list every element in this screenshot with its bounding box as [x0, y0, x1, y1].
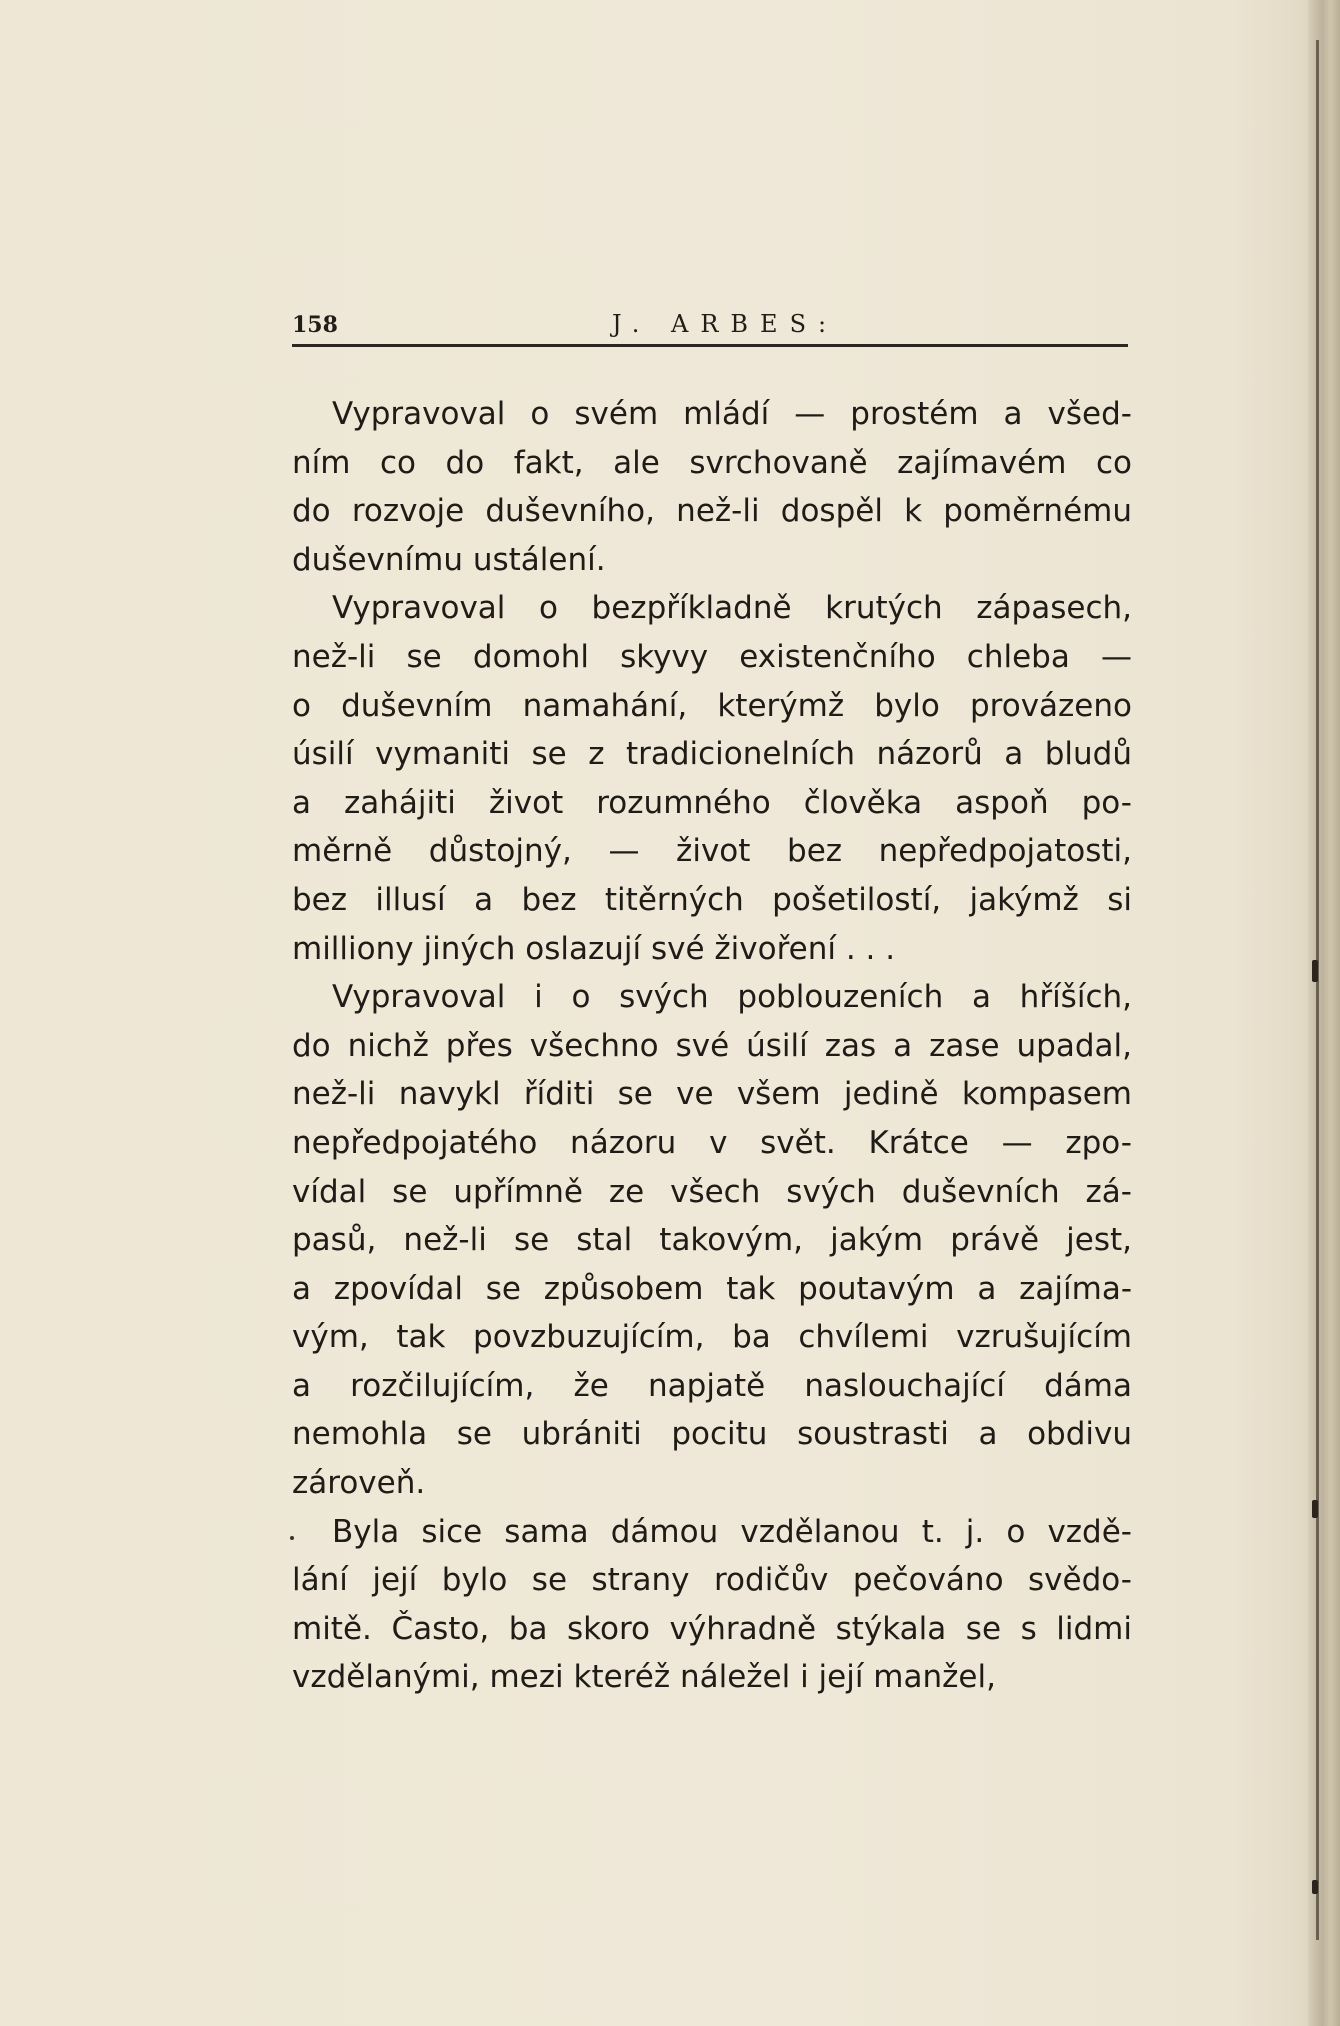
text-line: pasů, než-li se stal takovým, jakým právě jest,	[292, 1222, 1132, 1259]
paragraph	[292, 1508, 1132, 1702]
header-title: J. ARBES:	[612, 310, 839, 338]
text-line: Vypravoval i o svých poblouzeních a hříších,	[332, 979, 1132, 1016]
text-line: ním co do fakt, ale svrchovaně zajímavém co	[292, 444, 1132, 481]
text-line: nemohla se ubrániti pocitu soustrasti a obdivu	[292, 1416, 1132, 1453]
running-head	[292, 300, 1128, 347]
text-line: do nichž přes všechno své úsilí zas a zase upadal,	[292, 1027, 1132, 1064]
paragraph	[292, 390, 1132, 584]
text-line: o duševním namahání, kterýmž bylo provázeno	[292, 687, 1132, 724]
paragraph	[292, 973, 1132, 1508]
page-number: 158	[292, 312, 338, 338]
text-line: než-li se domohl skyvy existenčního chleba —	[292, 638, 1132, 675]
text-line: Vypravoval o bezpříkladně krutých zápasech,	[332, 590, 1132, 627]
text-line: vídal se upřímně ze všech svých duševních zá-	[292, 1173, 1132, 1210]
spine-mark	[1312, 1880, 1318, 1894]
spine-mark	[1312, 1500, 1318, 1518]
text-line: úsilí vymaniti se z tradicionelních názorů a bludů	[292, 736, 1132, 773]
text-line: milliony jiných oslazují své živoření . . .	[292, 930, 896, 967]
text-line: zároveň.	[292, 1465, 426, 1502]
text-line: do rozvoje duševního, než-li dospěl k poměrnému	[292, 493, 1132, 530]
text-line: nepředpojatého názoru v svět. Krátce — zpo-	[292, 1124, 1132, 1161]
text-line: měrně důstojný, — život bez nepředpojatosti,	[292, 833, 1132, 870]
spine-edge-line	[1316, 40, 1319, 1940]
text-line: Byla sice sama dámou vzdělanou t. j. o vzdě-	[332, 1513, 1132, 1550]
text-line: a zahájiti život rozumného člověka aspoň po-	[292, 784, 1132, 821]
text-line: a zpovídal se způsobem tak poutavým a zajíma-	[292, 1270, 1132, 1307]
text-line: Vypravoval o svém mládí — prostém a všed-	[332, 396, 1132, 432]
text-line: než-li navykl říditi se ve všem jedině kompasem	[292, 1076, 1132, 1113]
text-line: duševnímu ustálení.	[292, 541, 606, 578]
text-line: bez illusí a bez titěrných pošetilostí, jakýmž si	[292, 881, 1132, 918]
book-spine	[1308, 0, 1340, 2026]
text-line: vým, tak povzbuzujícím, ba chvílemi vzrušujícím	[292, 1319, 1132, 1356]
text-line: a rozčilujícím, že napjatě naslouchající dáma	[292, 1367, 1132, 1404]
text-line: mitě. Často, ba skoro výhradně stýkala se s lidmi	[292, 1610, 1132, 1647]
spine-mark	[1312, 960, 1318, 982]
body-text	[292, 390, 1132, 1702]
text-line: vzdělanými, mezi kteréž náležel i její manžel,	[292, 1659, 996, 1696]
paragraph	[292, 584, 1132, 973]
text-line: lání její bylo se strany rodičův pečováno svědo-	[292, 1562, 1132, 1599]
